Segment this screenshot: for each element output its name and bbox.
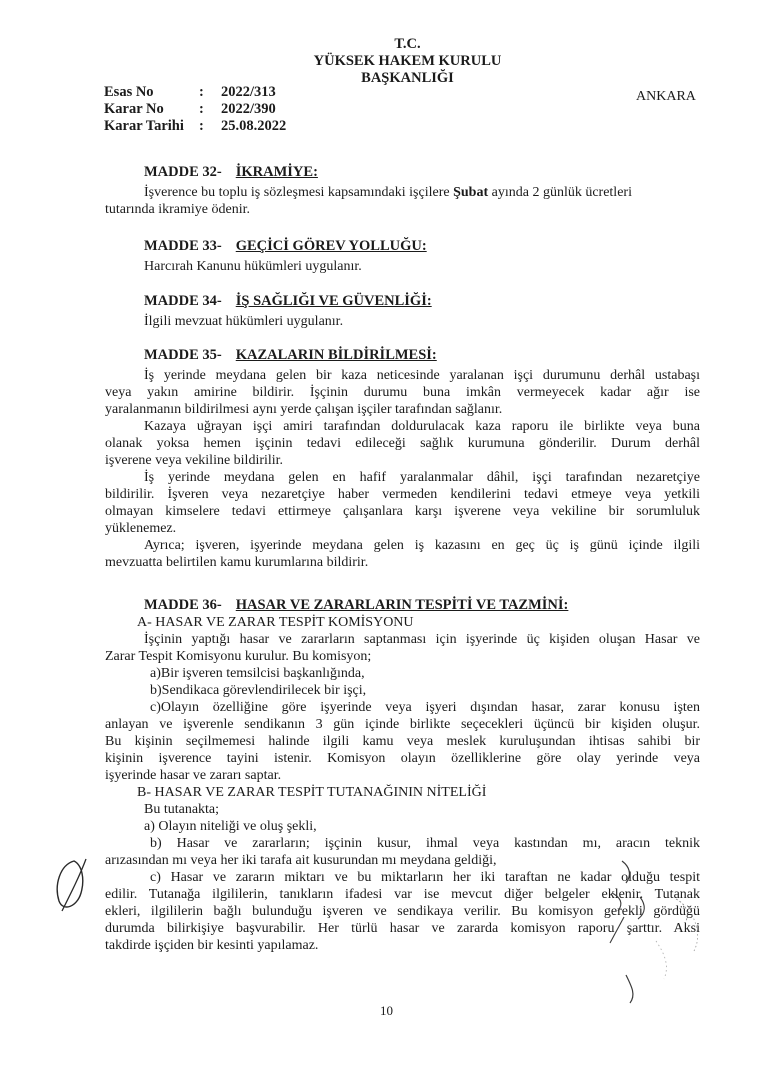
madde36-heading [144,597,568,614]
madde36-a-line: anlayan ve işverenle sendikanın 3 gün içinde birlikte seçecekleri üçüncü bir kişiden oluşur. [105,717,700,732]
madde36-b-line: c) Hasar ve zararın miktarı ve bu miktarların her iki taraftan ne kadar olduğu tespit [150,870,700,885]
page-number: 10 [380,1003,393,1018]
madde35-line: mevzuatta belirtilen kamu kurumlarına bildirir. [105,555,369,570]
madde32-line [105,184,700,201]
meta-karar-row [104,101,341,118]
madde35-body [105,367,700,571]
madde35-number: MADDE 35- [144,347,222,363]
colon: : [199,101,204,117]
signature-scribble [560,855,720,1005]
madde35-line: İş yerinde meydana gelen en hafif yaralanmalar dâhil, işçi tarafından nezaretçiye [144,470,700,485]
tarih-value: 25.08.2022 [221,118,287,134]
madde35-heading [144,347,437,364]
month-bold: Şubat [453,185,489,200]
madde36-b-line: Bu tutanakta; [144,802,220,817]
madde36-b-line: takdirde işçiden bir kesinti yapılamaz. [105,938,319,953]
madde34-line: İlgili mevzuat hükümleri uygulanır. [144,314,344,329]
madde34-heading [144,293,432,310]
madde35-title: KAZALARIN BİLDİRİLMESİ: [235,347,437,363]
madde35-line: bildirilir. İşveren veya nezaretçiye haber vermeden kendilerini tedavi etmeye veya yetkili [105,487,700,502]
madde35-line: Ayrıca; işveren, işyerinde meydana gelen iş kazasını en geç üç iş günü içinde ilgili [144,538,700,553]
madde36-b-line: ekleri, ilgililerin bağlı bulunduğu işveren ve sendikaya verilir. Bu komisyon gerekli gördüğü [105,904,700,919]
madde32-heading [144,164,318,181]
madde35-line: olmayan kimselere tedavi ettirmeye çalışanlara karşı işverene veya vekiline bir sorumluluk [105,504,700,519]
madde36-a-line: İşçinin yaptığı hasar ve zararların saptanması için işyerinde üç kişiden oluşan Hasar ve [144,632,700,647]
subsection-a-title: A- HASAR VE ZARAR TESPİT KOMİSYONU [137,615,414,630]
karar-value: 2022/390 [221,101,276,117]
madde36-a-line: b)Sendikaca görevlendirilecek bir işçi, [150,683,367,698]
madde36-a-line: Bu kişinin seçilmemesi halinde ilgili kamu veya meslek kuruluşundan ihtisas sahibi bir [105,734,700,749]
madde33-heading [144,238,427,255]
madde35-line: Kazaya uğrayan işçi amiri tarafından doldurulacak kaza raporu ile birlikte veya buna [144,419,700,434]
madde36-a-line: Zarar Tespit Komisyonu kurulur. Bu komisyon; [105,649,372,664]
madde36-title: HASAR VE ZARARLARIN TESPİTİ VE TAZMİNİ: [235,597,569,613]
madde36-number: MADDE 36- [144,597,222,613]
madde33-body [105,258,700,275]
meta-tarih-row [104,118,341,135]
madde36-b-line: arızasından mı veya her iki tarafa ait kusurundan mı meydana geldiği, [105,853,497,868]
esas-label: Esas No [104,84,154,100]
madde33-title: GEÇİCİ GÖREV YOLLUĞU: [235,238,427,254]
text-run: İşverence bu toplu iş sözleşmesi kapsamındaki işçilere [144,185,454,200]
handwritten-initial-mark [50,855,95,915]
madde33-line: Harcırah Kanunu hükümleri uygulanır. [144,259,362,274]
meta-esas-row [104,84,341,101]
madde35-line: olanak yoksa hemen işçinin tedavi edileceği sağlık kurumuna gönderilir. Durum derhâl [105,436,700,451]
madde34-title: İŞ SAĞLIĞI VE GÜVENLİĞİ: [235,293,432,309]
city-label: ANKARA [636,89,696,104]
subsection-b-title: B- HASAR VE ZARAR TESPİT TUTANAĞININ NİTELİĞİ [137,785,487,800]
madde33-number: MADDE 33- [144,238,222,254]
madde36-a-line: işyerinde hasar ve zararı saptar. [105,768,282,783]
madde32-line: tutarında ikramiye ödenir. [105,202,251,217]
madde34-number: MADDE 34- [144,293,222,309]
madde35-line: işverene veya vekiline bildirilir. [105,453,284,468]
madde36-b-line: b) Hasar ve zararların; işçinin kusur, ihmal veya kastından mı, aracın teknik [150,836,700,851]
madde32-body [105,184,700,218]
header-tc: T.C. [394,36,421,52]
madde36-a-line: kişinin işverence tayini istenir. Komisyon olayın özelliklerine göre olay yerinde veya [105,751,700,766]
colon: : [199,84,204,100]
madde35-line: İş yerinde meydana gelen bir kaza neticesinde yaralanan işçi durumunu derhâl ustabaşı [144,368,700,383]
madde36-b-line: a) Olayın niteliği ve oluş şekli, [144,819,317,834]
text-run: ayında 2 günlük ücretleri [488,185,632,200]
case-meta [104,84,341,135]
header-institution: YÜKSEK HAKEM KURULU [313,53,502,69]
tarih-label: Karar Tarihi [104,118,184,134]
madde35-line: veya yakın amirine bildirir. İşçinin durumu buna imkân vermeyecek kadar ağır ise [105,385,700,400]
esas-value: 2022/313 [221,84,276,100]
madde32-title: İKRAMİYE: [235,164,318,180]
madde32-number: MADDE 32- [144,164,222,180]
madde36-b-line: durumda bilirkişiye başvurabilir. Her türlü hasar ve zararda komisyon raporu şarttır. Aksi [105,921,700,936]
madde34-body [105,313,700,330]
madde35-line: yaralanmanın bildirilmesi aynı yerde çalışan işçiler tarafından sağlanır. [105,402,503,417]
header-presidency: BAŞKANLIĞI [361,70,454,86]
colon: : [199,118,204,134]
karar-label: Karar No [104,101,164,117]
madde36-b-line: edilir. Tutanağa ilgililerin, tanıkların ifadesi var ise mevcut diğer belgeler eklenir. Tutanak [105,887,700,902]
madde36-a-line: c)Olayın özelliğine göre işyerinde veya işyeri dışından hasar, zarar konusu işten [150,700,700,715]
madde36-a-line: a)Bir işveren temsilcisi başkanlığında, [150,666,365,681]
madde35-line: yüklenemez. [105,521,177,536]
